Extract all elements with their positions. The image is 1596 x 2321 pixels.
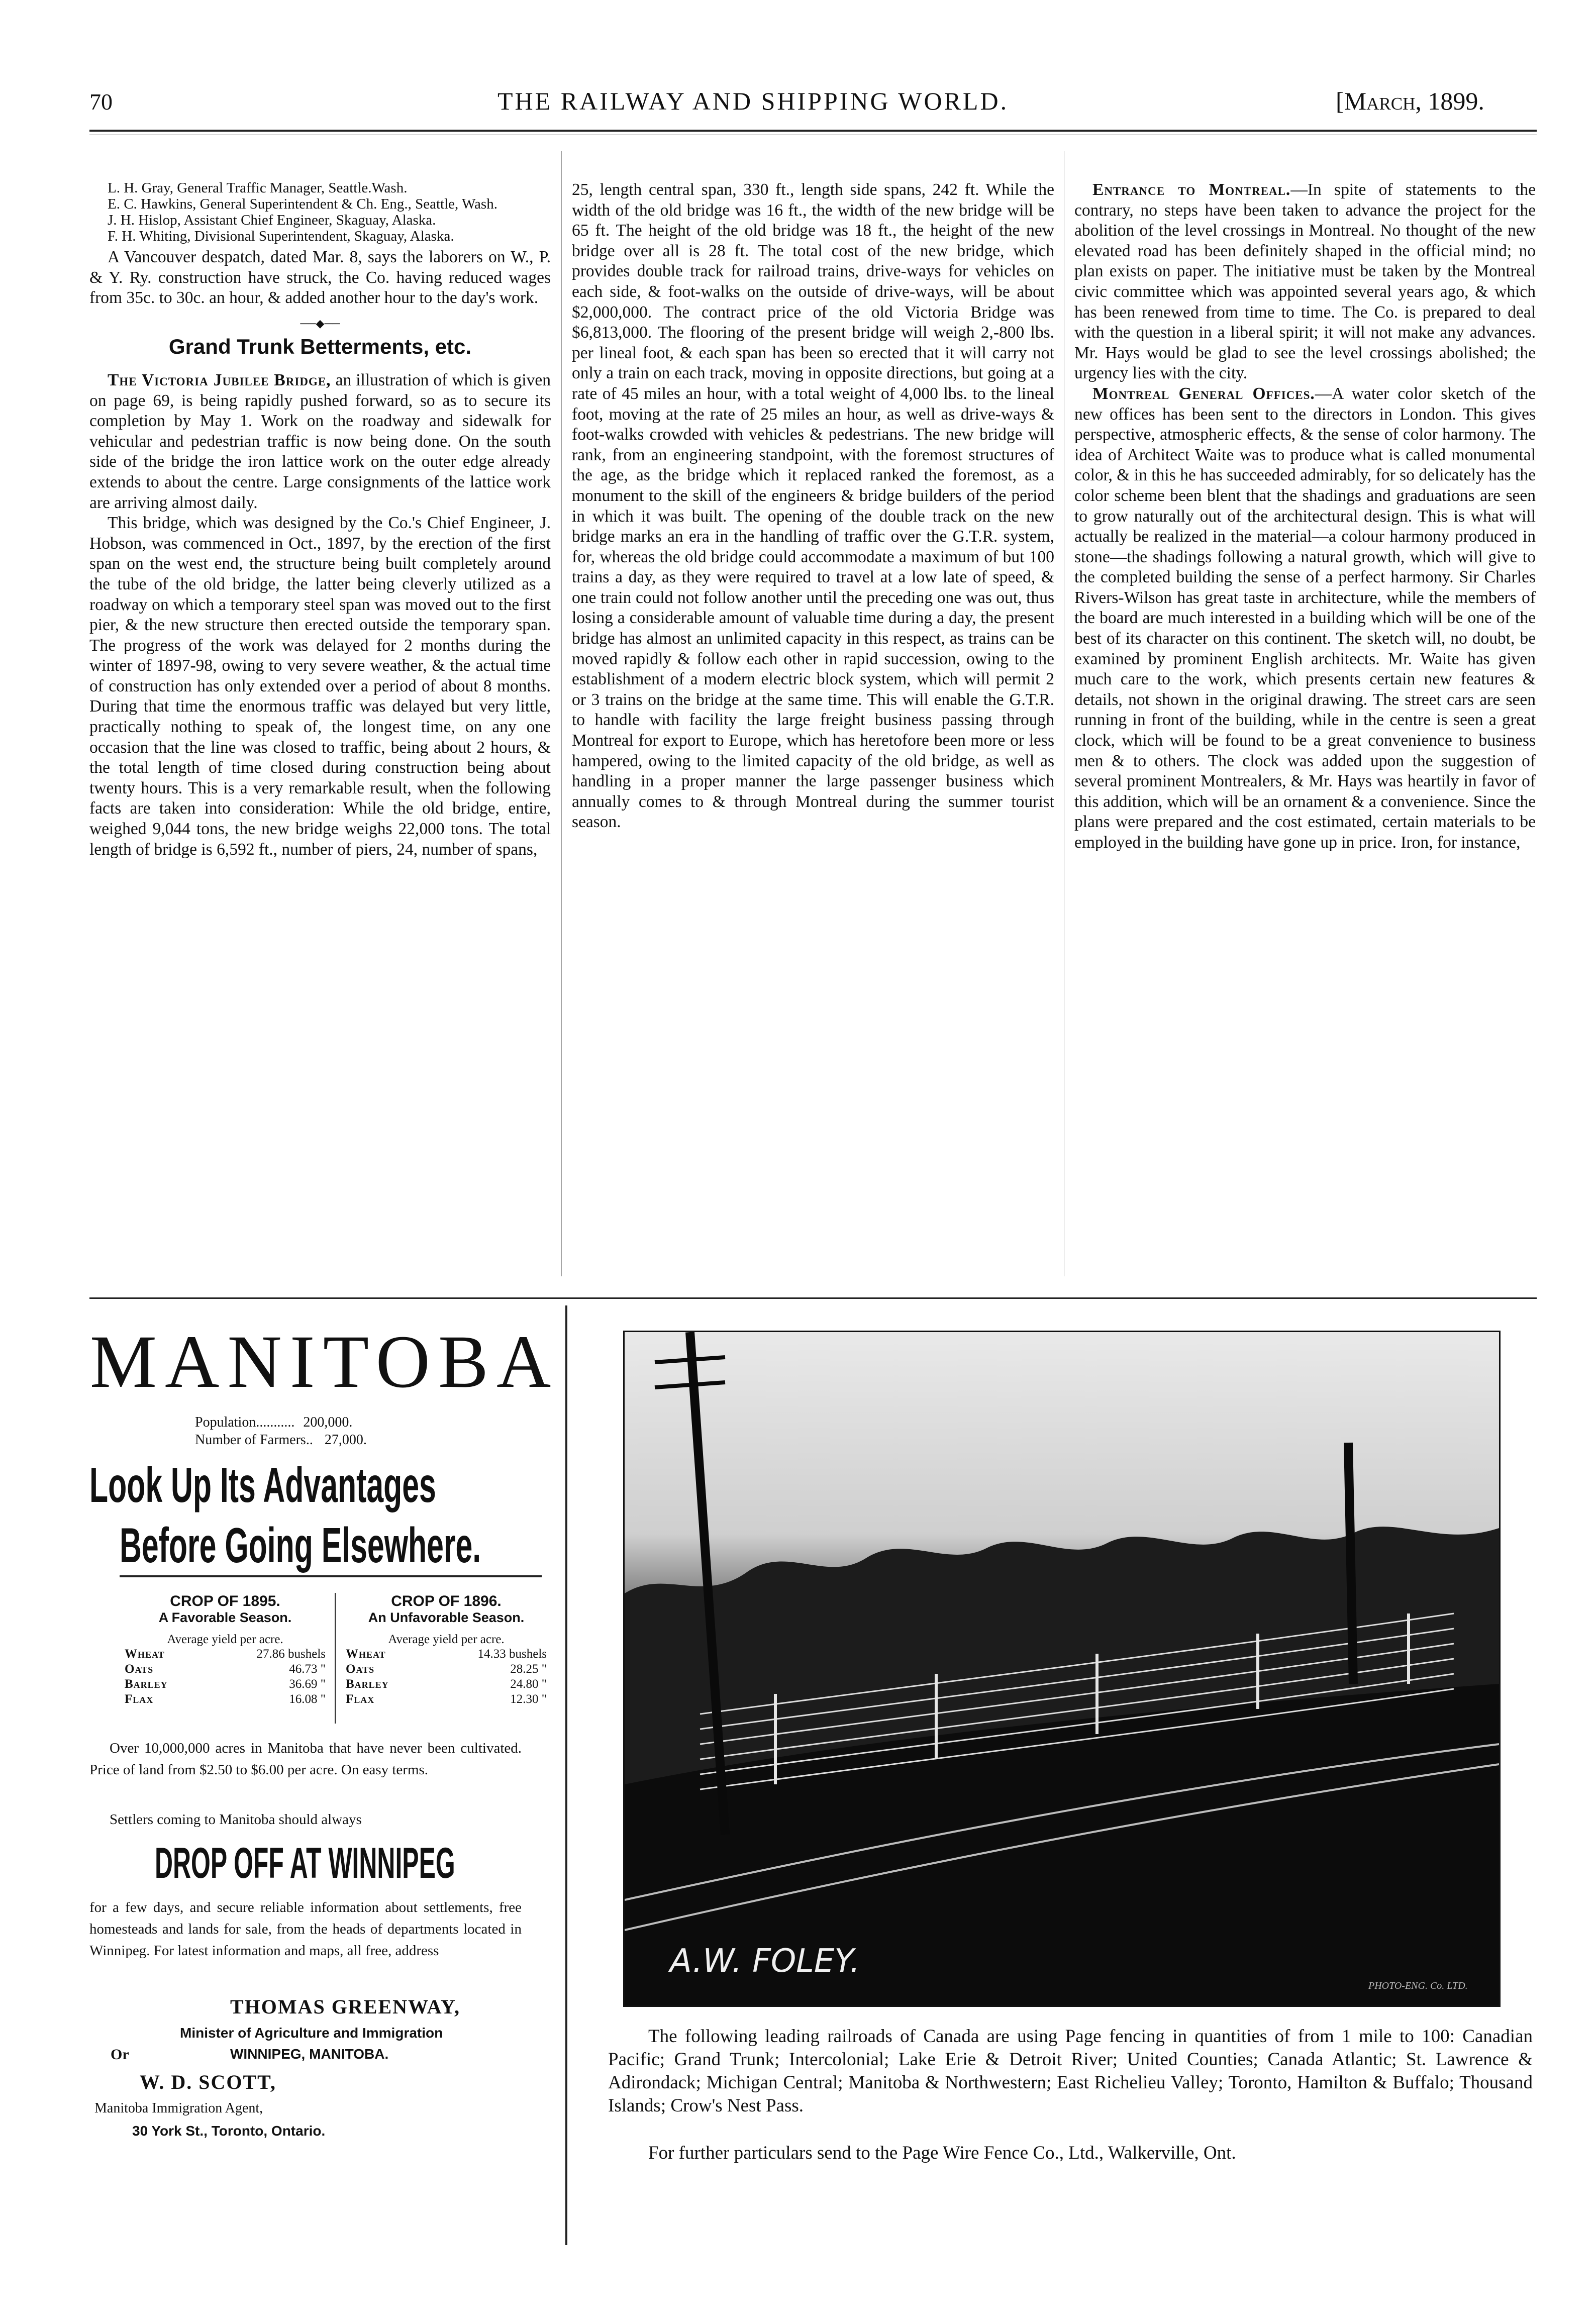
fence-contact: For further particulars send to the Page Wire Fence Co., Ltd., Walkerville, Ont. [648,2143,1236,2163]
fence-caption: The following leading railroads of Canada are using Page fencing in quantities of from 1 mile to 100: Canadian Pacific; Grand Trunk; Intercolonial; Lake Erie & Detroit River; United Counties; Canada Atlantic; St. Lawrence & Adirondack; Michigan Central; Manitoba & Northwestern; East Richelieu Valley; Toronto, Hamilton & Buffalo; Thousand Islands; Crow's Nest Pass. [608,2026,1533,2116]
headline-2: Before Going Elsewhere. [120,1518,481,1573]
crop-1896-table [346,1593,547,1707]
headline-1: Look Up Its Advantages [89,1457,436,1512]
section-heading: Grand Trunk Betterments, etc. [168,335,472,359]
contact-2-address: 30 York St., Toronto, Ontario. [132,2123,326,2139]
section-ornament: ──◆── [300,317,340,330]
article-column-3 [1074,180,1536,853]
paragraph-text: —A water color sketch of the new offices has been sent to the directors in London. This gives perspective, atmospheric effects, & the sense of color harmony. The idea of Architect Waite was to produce what is called monumental color, & in this he has succeeded admirably, for so delicately has the color scheme been blent that the shadings and graduations are seen to grow naturally out of the architectural design. This is what will actually be realized in the material—a colour harmony produced in stone—the shadings following a natural growth, which will give to the completed building the sense of a perfect harmony. Sir Charles Rivers-Wilson has great taste in architecture, while the members of the board are much interested in a building which will be one of the best of its character on this continent. The sketch will, no doubt, be examined by prominent English architects. Mr. Waite has given much care to the work, which presents certain new features & details, not shown in the original drawing. The street cars are seen running in front of the building, while in the centre is seen a great clock, which will be found to be a great convenience to business men & to others. The clock was added upon the suggestion of several prominent Montrealers, & Mr. Hays was heartily in favor of this addition, which will be an ornament & a convenience. Since the plans were prepared and the cost estimated, certain materials to be employed in the building have gone up in price. Iron, for instance, [1074,384,1536,852]
engraver-mark: PHOTO-ENG. Co. LTD. [1368,1980,1468,1991]
entrance-montreal-paragraph [1074,180,1536,384]
bridge-continued-paragraph: 25, length central span, 330 ft., length side spans, 242 ft. While the width of the old bridge was 16 ft., the width of the new bridge will be 65 ft. The height of the old bridge was 18 ft., the height of the new bridge over all is 28 ft. The total cost of the new bridge, which provides double track for railroad trains, drive-ways for vehicles on each side, & foot-walks on the outside of drive-ways, will be about $2,000,000. The contract price of the old Victoria Bridge was $6,813,000. The flooring of the present bridge will weigh 2,-800 lbs. per lineal foot, & each span has been so erected that it will carry not only a train on each track, moving in opposite directions, but going at a rate of 45 miles an hour, with a total weight of 4,000 lbs. to the lineal foot, moving at the rate of 25 miles an hour, as well as drive-ways & foot-walks crowded with vehicles & pedestrians. The new bridge will rank, from an engineering standpoint, with the foremost structures of the age, as the bridge which it replaced ranked the foremost, as a monument to the skill of the engineers & bridge builders of the period in which it was built. The opening of the double track on the new bridge marks an era in the handling of traffic over the G.T.R. system, for, whereas the old bridge could accommodate a maximum of but 100 trains a day, as they were required to travel at a low late of speed, & one train could not follow another until the preceding one was out, thus losing a considerable amount of valuable time during a day, the present bridge has almost an unlimited capacity in this respect, as trains can be moved rapidly & follow each other in rapid succession, owing to the establishment of a modern electric block system, which will permit 2 or 3 trains on the bridge at the same time. This will enable the G.T.R. to handle with facility the large freight business passing through Montreal for export to Europe, which has heretofore been more or less hampered, owing to the limited capacity of the old bridge, as well as handling in a proper manner the large passenger business which annually comes to & through Montreal during the summer tourist season. [572,180,1054,832]
vancouver-paragraph: A Vancouver despatch, dated Mar. 8, says the laborers on W., P. & Y. Ry. construction have struck, the Co. having reduced wages from 35c. to 30c. an hour, & added another hour to the day's work. [89,248,551,308]
drop-text: for a few days, and secure reliable information about settlements, free homesteads and lands for sale, from the heads of departments located in Winnipeg. For latest information and maps, all free, address [89,1899,522,1959]
crop-1896-title: CROP OF 1896. [391,1593,502,1609]
yield-caption: Average yield per acre. [167,1633,283,1646]
drop-headline-box [155,1839,507,1889]
farmers-value: 27,000. [324,1432,367,1448]
table-row: Wheat 27.86 bushels [125,1647,326,1661]
paragraph-lead: Entrance to Montreal. [1092,180,1291,199]
staff-list [89,180,551,244]
drop-headline: DROP OFF AT WINNIPEG [155,1839,455,1887]
table-row: Barley 24.80 " [346,1677,547,1691]
list-item: E. C. Hawkins, General Superintendent & Ch. Eng., Seattle, Wash. [108,196,497,212]
table-row: Oats 46.73 " [125,1662,326,1676]
headline-1-box [89,1457,559,1512]
column-divider [561,151,562,1276]
list-item: L. H. Gray, General Traffic Manager, Seattle.Wash. [108,180,408,196]
settlers-text: Settlers coming to Manitoba should always [110,1811,362,1828]
crop-1895-table [125,1593,326,1707]
contact-2-title: Manitoba Immigration Agent, [94,2100,263,2116]
contact-2-name: W. D. SCOTT, [140,2071,276,2093]
crop-1895-subtitle: A Favorable Season. [158,1610,292,1625]
bridge-design-paragraph: This bridge, which was designed by the Co.'s Chief Engineer, J. Hobson, was commenced in Oct., 1897, by the erection of the first span on the west end, the structure being built completely around the tube of the old bridge, the latter being cleverly utilized as a roadway on which a temporary steel span was moved out to the first pier, & the new structure then erected outside the temporary span. The progress of the work was delayed for 2 months during the winter of 1897-98, owing to very severe weather, & the actual time of construction has only extended over a period of about 8 months. During that time the enormous traffic was delayed but very little, practically nothing to speak of, the longest time, on any one occasion that the line was closed to traffic, being about 2 hours, & the total length of time closed during construction being about twenty hours. This is a very remarkable result, when the following facts are taken into consideration: While the old bridge, entire, weighed 9,044 tons, the new bridge weighs 22,000 tons. The total length of bridge is 6,592 ft., number of piers, 24, number of spans, [89,514,551,859]
yield-caption: Average yield per acre. [388,1633,505,1646]
page-number: 70 [89,89,113,115]
section-rule [89,1297,1537,1299]
crop-table-divider [335,1593,336,1724]
farmers-line [195,1432,446,1448]
general-offices-paragraph [1074,384,1536,853]
table-row: Wheat 14.33 bushels [346,1647,547,1661]
victoria-bridge-paragraph [89,370,551,513]
paragraph-text: —In spite of statements to the contrary, no steps have been taken to advance the project for the abolition of the level crossings in Montreal. No thought of the new elevated road has been definitely shaped in the official mind; no plan exists on paper. The initiative must be taken by the Montreal civic committee which was appointed several years ago, & which has been renewed from time to time. The Co. is prepared to deal with the question in a liberal spirit; it will not make any advances. Mr. Hays would be glad to see the level crossings abolished; the urgency lies with the city. [1074,180,1536,383]
headline-underline [120,1575,542,1577]
farmers-label: Number of Farmers.. [195,1432,313,1448]
article-column-2 [572,180,1054,833]
fence-photo-illustration [625,1332,1499,2005]
ad-title: MANITOBA [89,1320,559,1403]
crop-1896-subtitle: An Unfavorable Season. [368,1610,525,1625]
table-row: Flax 16.08 " [125,1692,326,1706]
contact-1-city: WINNIPEG, MANITOBA. [230,2046,389,2062]
list-item: F. H. Whiting, Divisional Superintendent, Skaguay, Alaska. [108,228,454,244]
article-column-1 [89,180,551,860]
publication-title: THE RAILWAY AND SHIPPING WORLD. [497,87,1009,115]
table-row: Oats 28.25 " [346,1662,547,1676]
header-rule [89,130,1537,132]
fence-photograph [623,1331,1501,2007]
table-row: Barley 36.69 " [125,1677,326,1691]
table-row: Flax 12.30 " [346,1692,547,1706]
ad-divider [565,1305,567,2245]
issue-date: [March, 1899. [1336,87,1484,115]
crop-1895-title: CROP OF 1895. [170,1593,280,1609]
population-line: Population........... 200,000. [195,1415,353,1430]
or-label: Or [111,2046,129,2063]
headline-2-box [120,1518,559,1574]
page-fence-advertisement [583,1305,1538,2260]
population-label: Population [195,1415,256,1430]
paragraph-text: an illustration of which is given on page 69, is being rapidly pushed forward, so as to secure its completion by May 1. Work on the roadway and sidewalk for vehicular and pedestrian traffic is now being done. On the south side of the bridge the iron lattice work on the outer edge already extends to about the centre. Large consignments of the lattice work are arriving almost daily. [89,370,551,512]
photo-signature: A.W. FOLEY. [670,1943,860,1980]
contact-1-title: Minister of Agriculture and Immigration [180,2025,443,2041]
population-value: 200,000. [303,1415,353,1430]
contact-1-name: THOMAS GREENWAY, [230,1995,461,2018]
paragraph-lead: The Victoria Jubilee Bridge, [108,370,331,389]
paragraph-lead: Montreal General Offices. [1092,384,1315,403]
land-text: Over 10,000,000 acres in Manitoba that have never been cultivated. Price of land from $2.50 to $6.00 per acre. On easy terms. [89,1740,522,1778]
list-item: J. H. Hislop, Assistant Chief Engineer, Skaguay, Alaska. [108,212,436,228]
manitoba-advertisement [89,1306,559,2261]
